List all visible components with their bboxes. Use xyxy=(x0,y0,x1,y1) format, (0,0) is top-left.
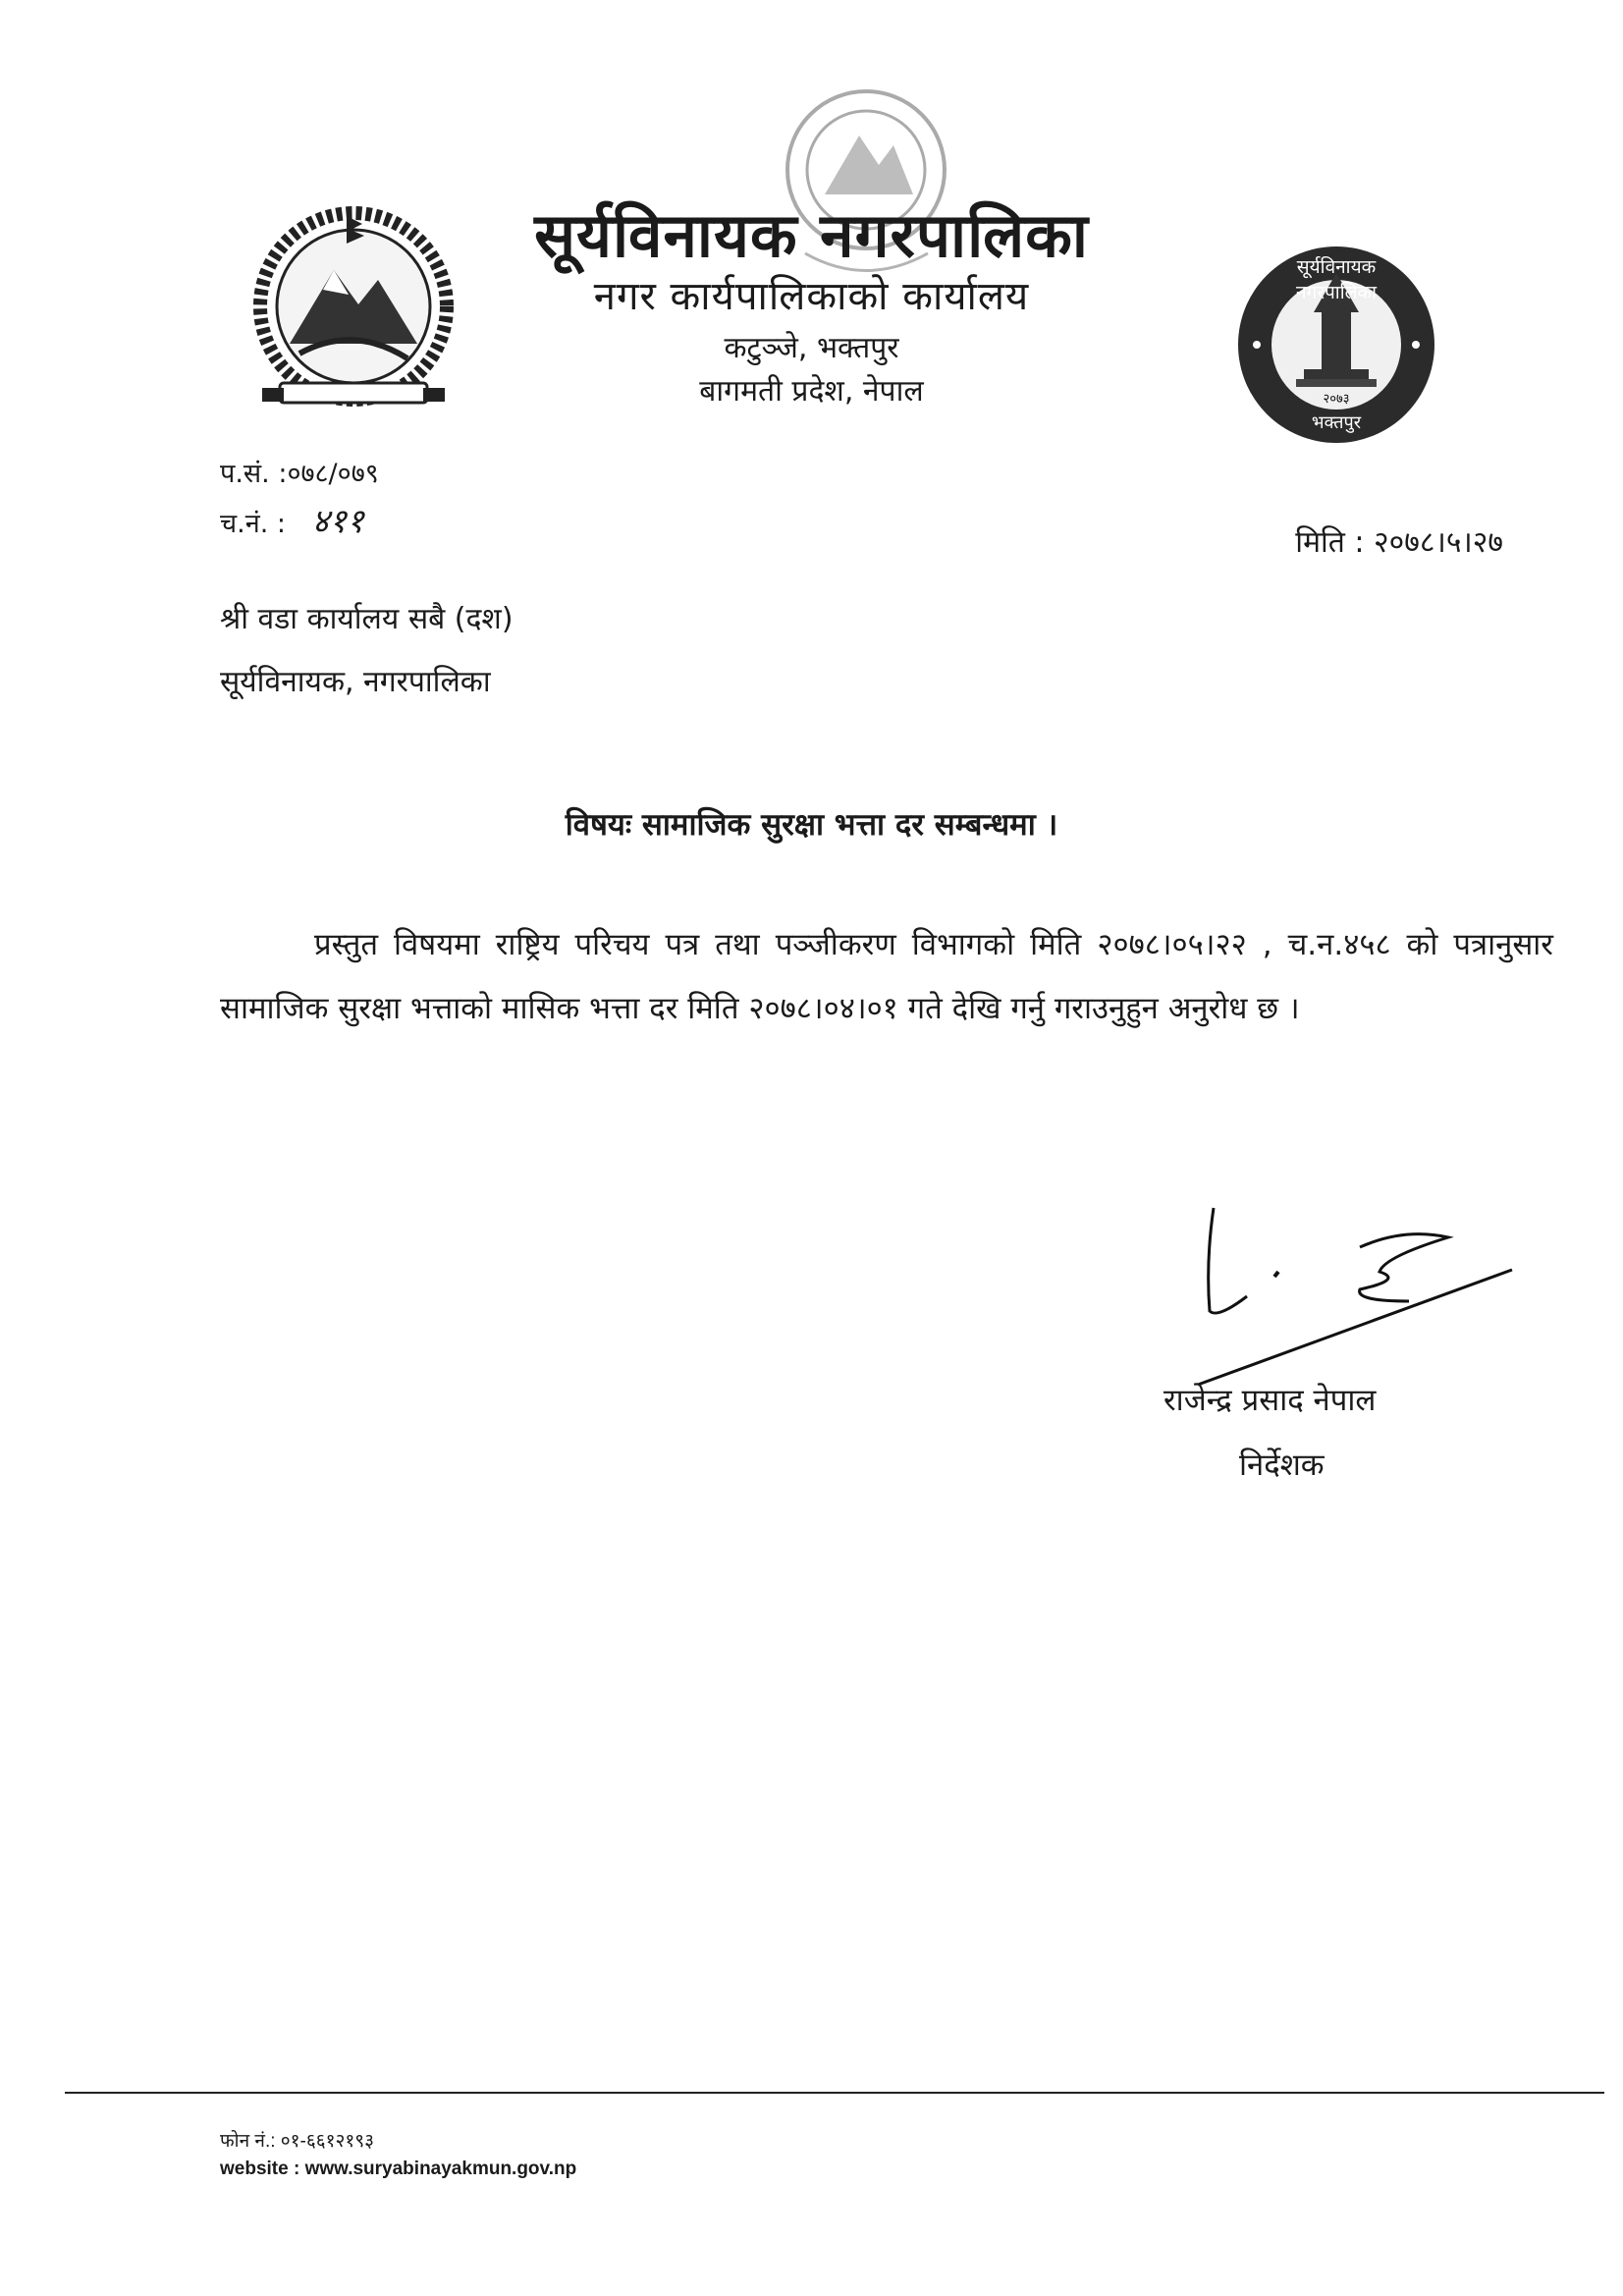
recipient-line2: सूर्यविनायक, नगरपालिका xyxy=(220,665,491,699)
letterhead-address-line2: बागमती प्रदेश, नेपाल xyxy=(699,374,924,409)
footer-website: website : www.suryabinayakmun.gov.np xyxy=(220,2159,577,2179)
reference-cn-label: च.नं. : xyxy=(220,509,286,539)
letterhead-title: सूर्यविनायक नगरपालिका xyxy=(534,199,1089,271)
signer-name: राजेन्द्र प्रसाद नेपाल xyxy=(1163,1383,1377,1418)
reference-ps xyxy=(220,454,379,490)
reference-cn xyxy=(220,497,364,542)
logo-year-text: २०७३ xyxy=(1323,392,1350,407)
logo-bottom-text: भक्तपुर xyxy=(1311,412,1362,433)
signer-title: निर्देशक xyxy=(1239,1448,1325,1483)
letterhead-subtitle: नगर कार्यपालिकाको कार्यालय xyxy=(593,274,1030,319)
letter-body: प्रस्तुत विषयमा राष्ट्रिय परिचय पत्र तथा पञ्जीकरण विभागको मिति २०७८।०५।२२ , च.न.४५८ को पत्रानुसार सामाजिक सुरक्षा भत्ताको मासिक भत्ता दर मिति २०७८।०४।०१ गते देखि गर्नु गराउनुहुन अनुरोध छ । xyxy=(220,927,1553,1026)
letter-subject: विषयः सामाजिक सुरक्षा भत्ता दर सम्बन्धमा । xyxy=(565,807,1058,843)
reference-ps-value: ०७८/०७९ xyxy=(287,459,379,489)
reference-cn-value: ४११ xyxy=(311,502,364,541)
letterhead-address-line1: कटुञ्जे, भक्तपुर xyxy=(724,331,899,365)
footer-phone: फोन नं.: ०१-६६१२१९३ xyxy=(220,2131,375,2152)
letter-date: मिति : २०७८।५।२७ xyxy=(1295,525,1503,560)
recipient-line1: श्री वडा कार्यालय सबै (दश) xyxy=(220,602,514,636)
footer-divider xyxy=(65,2092,1604,2094)
reference-ps-label: प.सं. : xyxy=(220,459,288,489)
logo-top-text: सूर्यविनायक नगरपालिका xyxy=(1295,256,1378,303)
signature-mark xyxy=(1159,1203,1532,1390)
